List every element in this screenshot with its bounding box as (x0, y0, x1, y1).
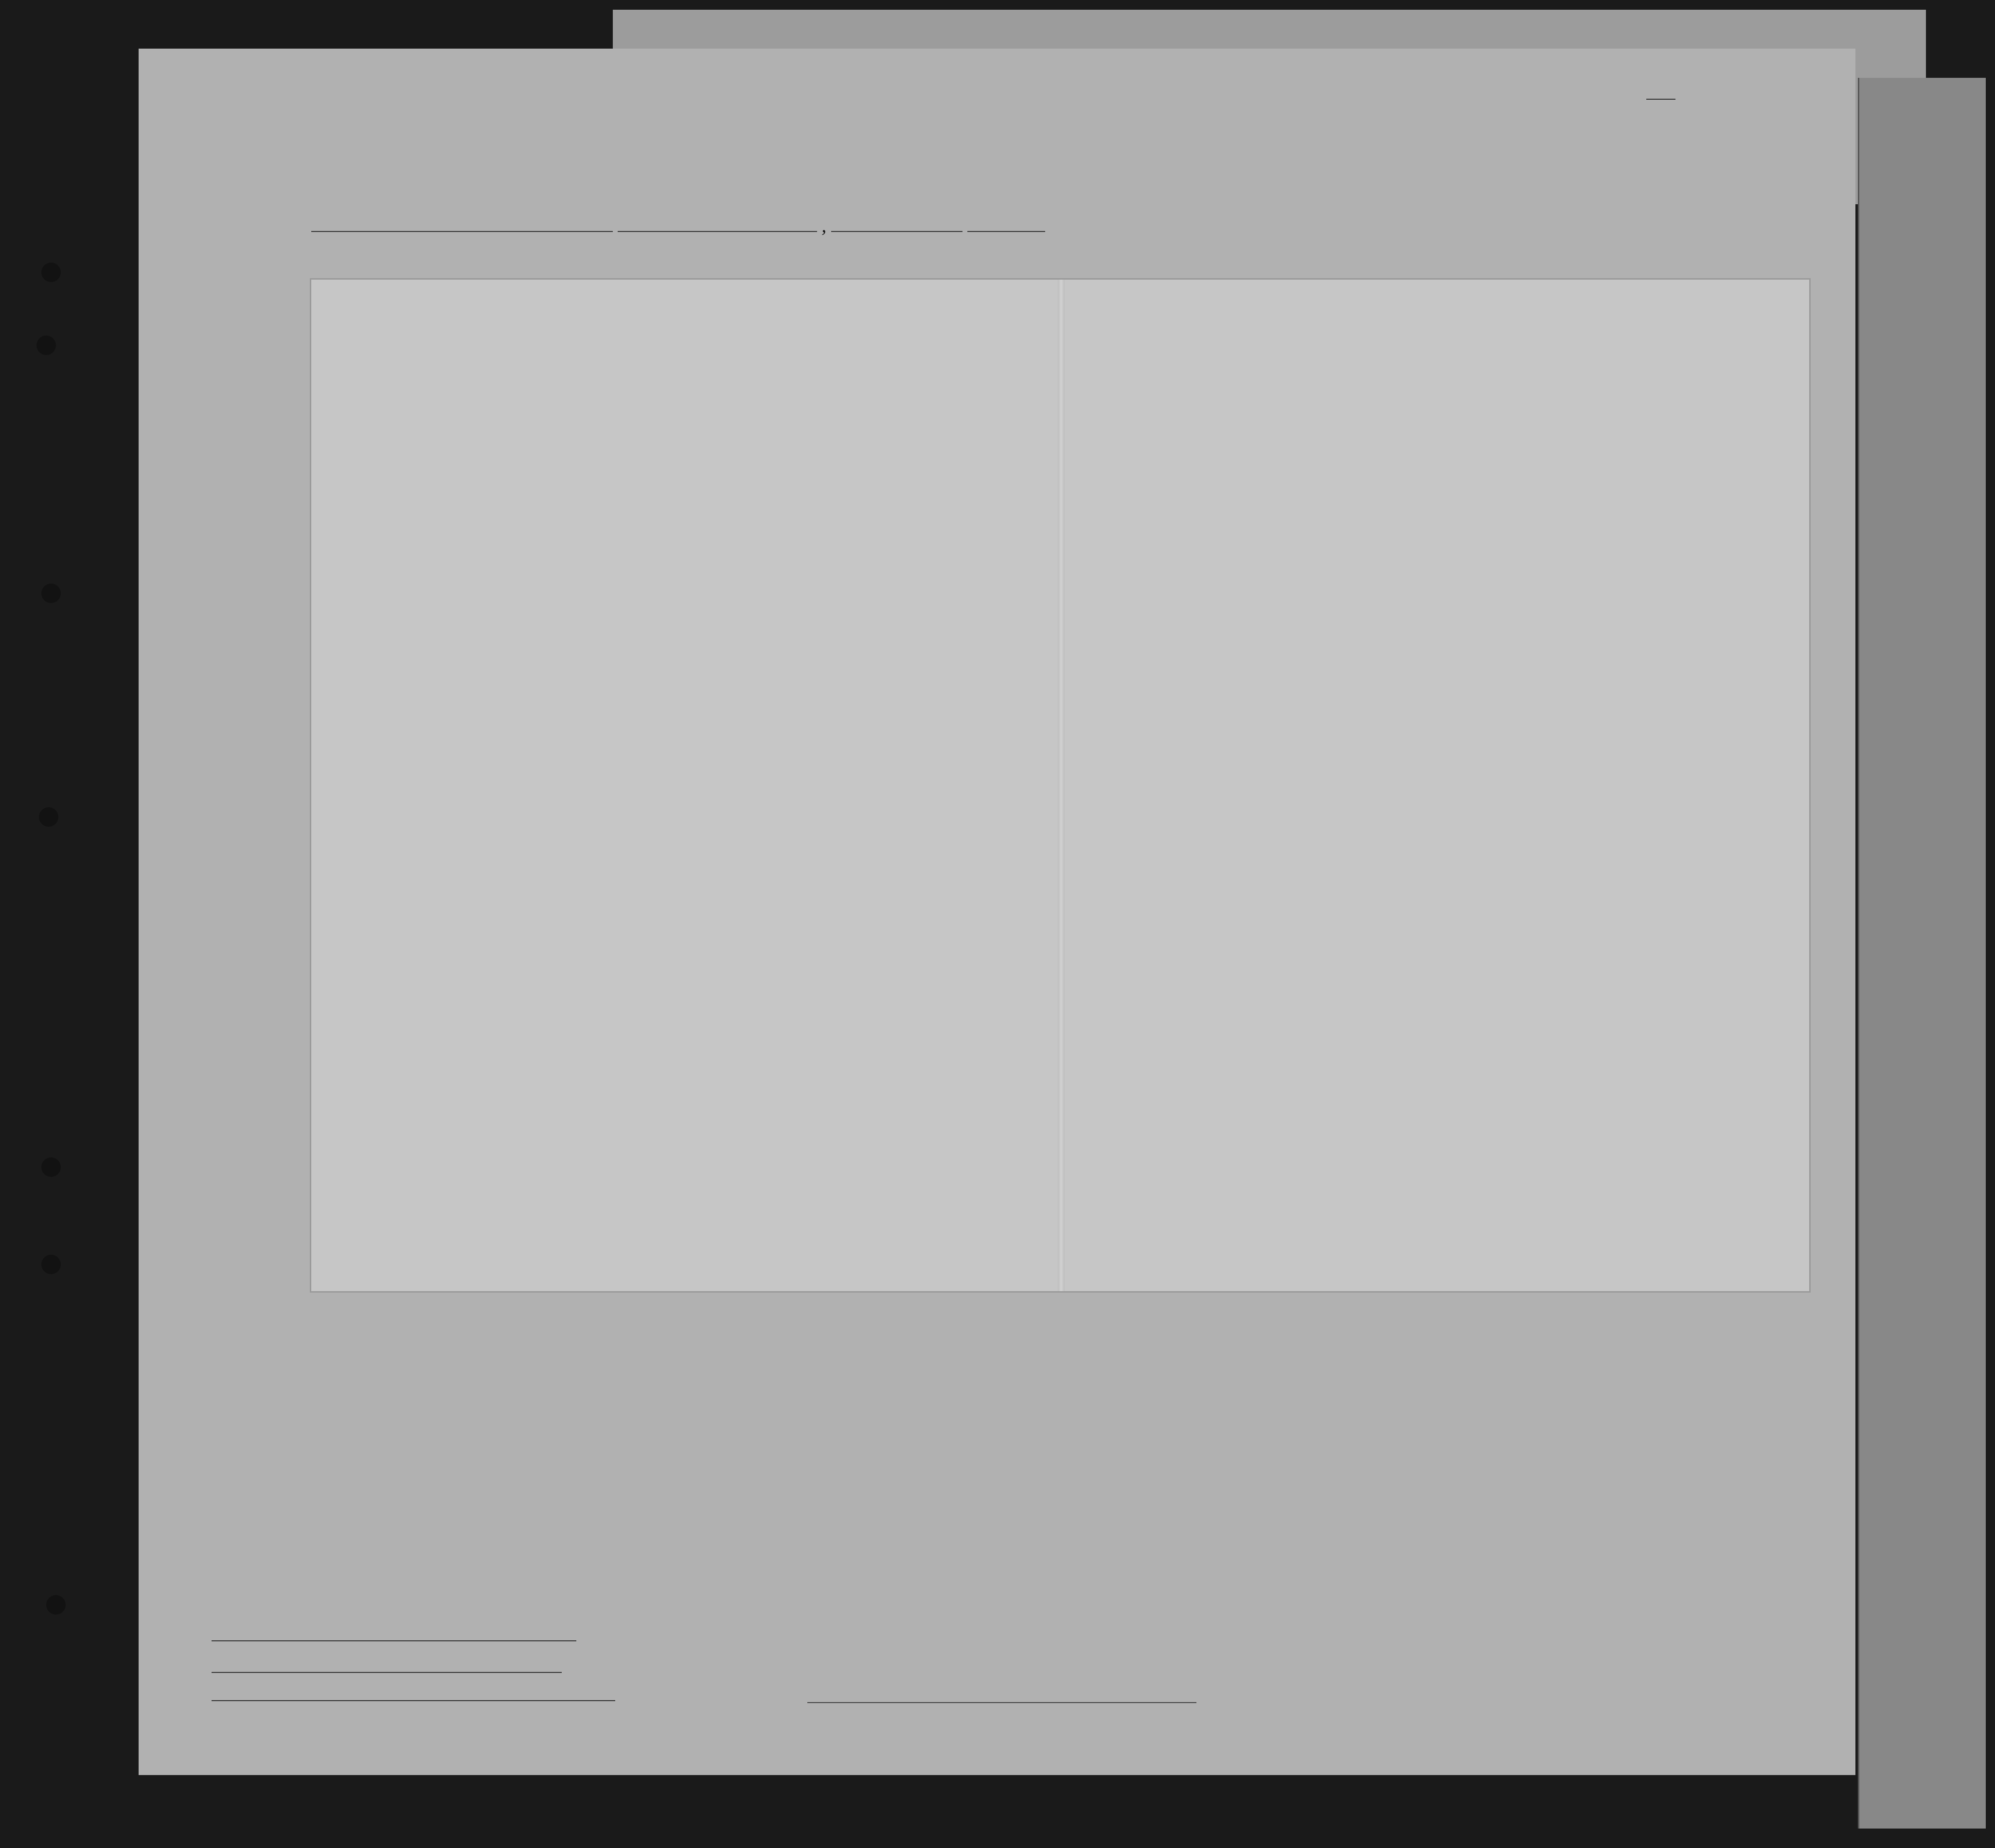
agents-value (212, 1700, 615, 1701)
owners-value (212, 1672, 562, 1673)
owners-field (212, 1663, 562, 1676)
binding-hole (41, 584, 61, 603)
page-title (297, 100, 310, 134)
page-fold (1058, 280, 1065, 1291)
binding-hole (41, 1255, 61, 1274)
sheet-value (1646, 84, 1675, 100)
binding-hole (39, 807, 58, 827)
voyage-line: , (311, 214, 1055, 237)
binding-hole (36, 336, 56, 355)
sheet-number (1646, 83, 1675, 99)
arrival-port (618, 231, 817, 232)
binding-hole (41, 1157, 61, 1177)
overlay-page (311, 280, 1809, 1291)
underlying-page-right (1858, 78, 1986, 1829)
line-field (212, 1632, 576, 1645)
line-value (212, 1640, 576, 1641)
binding-hole (41, 263, 61, 282)
agents-field (212, 1691, 615, 1705)
arrival-day (967, 231, 1045, 232)
arrival-month (831, 231, 962, 232)
vessel-name (311, 231, 613, 232)
binding-hole (46, 1595, 66, 1615)
signature-line (807, 1702, 1196, 1703)
